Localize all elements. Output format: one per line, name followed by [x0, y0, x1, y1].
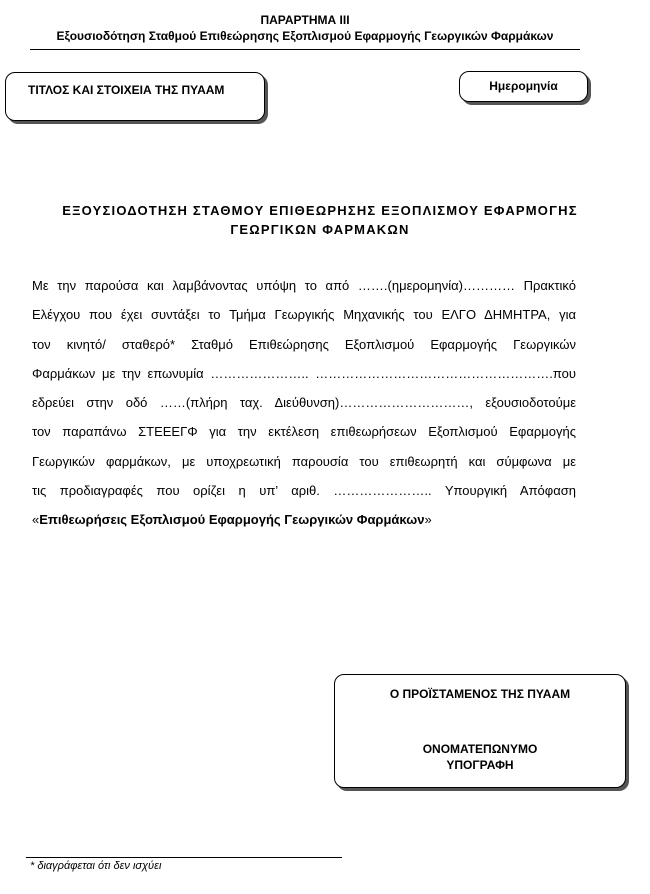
signature-label: ΥΠΟΓΡΑΦΗ	[446, 758, 514, 772]
footnote: * διαγράφεται ότι δεν ισχύει	[30, 860, 162, 872]
body-line: Γεωργικών φαρμάκων, με υποχρεωτική παρουσία του επιθεωρητή και σύμφωνα με	[32, 453, 576, 469]
quote-open: «	[32, 512, 40, 528]
body-line: τον παραπάνω ΣΤΕΕΕΓΦ για την εκτέλεση επιθεωρήσεων Εξοπλισμού Εφαρμογής	[32, 424, 576, 440]
body-last-line	[32, 505, 576, 534]
decision-title: Επιθεωρήσεις Εξοπλισμού Εφαρμογής Γεωργικών Φαρμάκων	[39, 512, 425, 528]
annex-title: ΠΑΡΑΡΤΗΜΑ III	[260, 13, 350, 27]
body-line: Φαρμάκων με την επωνυμία ………………….. ……………………………………………….που	[32, 365, 576, 381]
document-title	[30, 201, 610, 239]
signatory-name-label: ΟΝΟΜΑΤΕΠΩΝΥΜΟ	[422, 742, 538, 756]
document-header	[30, 12, 580, 44]
issuer-details-box	[5, 72, 265, 121]
authorization-body	[32, 271, 576, 535]
footnote-divider	[26, 857, 342, 858]
body-line: τον κινητό/ σταθερό* Σταθμό Επιθεώρησης Εξοπλισμού Εφαρμογής Γεωργικών	[32, 336, 576, 352]
body-line: Ελέγχου που έχει συντάξει το Τμήμα Γεωργικής Μηχανικής του ΕΛΓΟ ΔΗΜΗΤΡΑ, για	[32, 307, 576, 323]
signatory-role: Ο ΠΡΟΪΣΤΑΜΕΝΟΣ ΤΗΣ ΠΥΑΑΜ	[389, 687, 571, 701]
signatory-block	[335, 741, 625, 773]
body-line: Με την παρούσα και λαμβάνοντας υπόψη το από …….(ημερομηνία)………… Πρακτικό	[32, 278, 576, 293]
body-line: τις προδιαγραφές που ορίζει η υπ’ αριθ. ………………….. Υπουργική Απόφαση	[32, 483, 576, 499]
issuer-details-label: ΤΙΤΛΟΣ ΚΑΙ ΣΤΟΙΧΕΙΑ ΤΗΣ ΠΥΑΑΜ	[28, 83, 225, 97]
quote-close: »	[424, 512, 432, 528]
date-box	[459, 71, 588, 102]
signature-box	[334, 674, 626, 788]
body-line: εδρεύει στην οδό ……(πλήρη ταχ. Διεύθυνση)…………………………, εξουσιοδοτούμε	[32, 395, 576, 411]
document-title-line-1: ΕΞΟΥΣΙΟΔΟΤΗΣΗ ΣΤΑΘΜΟΥ ΕΠΙΘΕΩΡΗΣΗΣ ΕΞΟΠΛΙΣΜΟΥ ΕΦΑΡΜΟΓΗΣ	[62, 203, 578, 218]
date-label: Ημερομηνία	[489, 79, 558, 93]
header-divider	[30, 49, 580, 50]
annex-subtitle: Εξουσιοδότηση Σταθμού Επιθεώρησης Εξοπλισμού Εφαρμογής Γεωργικών Φαρμάκων	[56, 29, 554, 43]
document-title-line-2: ΓΕΩΡΓΙΚΩΝ ΦΑΡΜΑΚΩΝ	[230, 222, 410, 237]
